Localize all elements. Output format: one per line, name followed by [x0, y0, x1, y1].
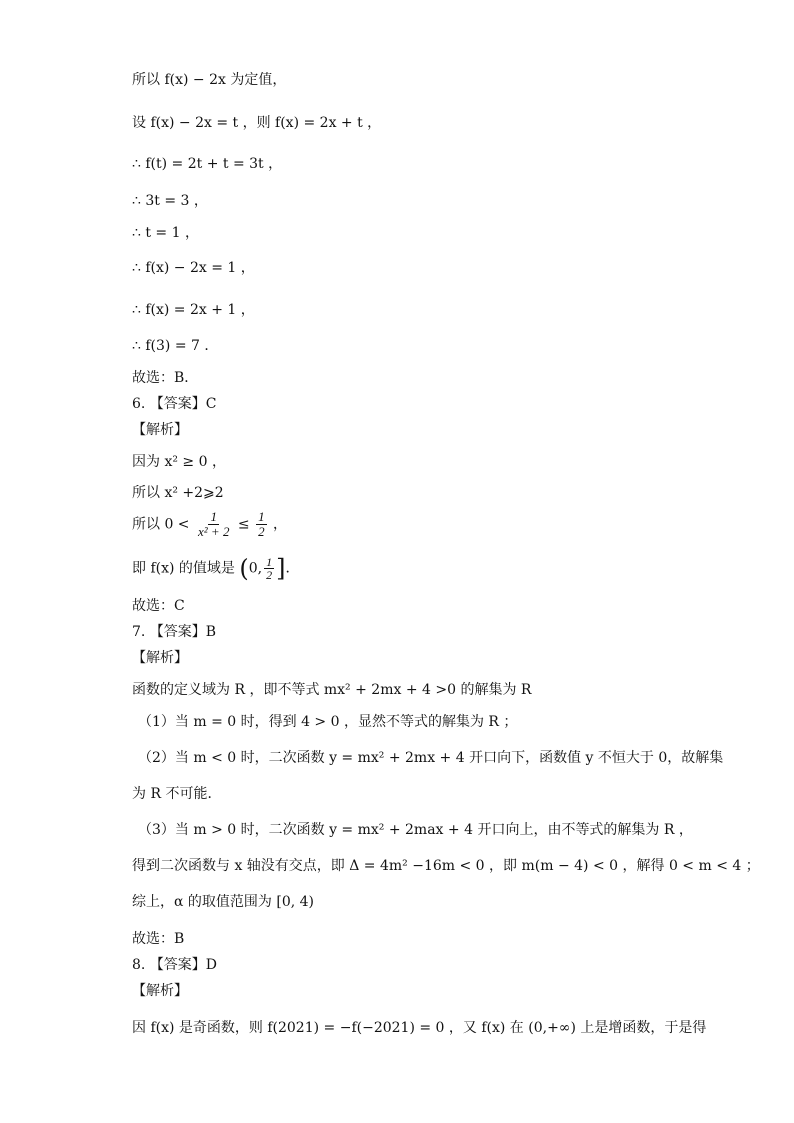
fraction-denominator: 2 [258, 524, 265, 539]
text-segment: 即 f(x) 的值域是 [132, 560, 235, 577]
open-paren: ( [239, 554, 249, 583]
range-line [132, 556, 299, 581]
text-segment: ． [285, 560, 300, 577]
text-line: 故选：B． [132, 370, 199, 386]
inequality-line [132, 510, 287, 539]
fraction-numerator: 1 [266, 555, 273, 569]
text-line: ∴ f(3) = 7 ． [132, 338, 219, 354]
text-line: 故选：C [132, 598, 185, 614]
fraction-numerator: 1 [258, 509, 265, 524]
text-line: 综上，α 的取值范围为 [0, 4) [132, 894, 314, 910]
text-line: 故选：B [132, 931, 185, 947]
analysis-heading: 【解析】 [132, 422, 188, 438]
text-segment: 所以 0 < [132, 516, 190, 533]
question-answer-heading: 7. 【答案】B [132, 624, 217, 640]
question-answer-heading: 6. 【答案】C [132, 396, 217, 412]
fraction-denominator: 2 [266, 568, 273, 582]
fraction [196, 510, 231, 539]
text-line: ∴ 3t = 3 ， [132, 193, 208, 209]
analysis-heading: 【解析】 [132, 650, 188, 666]
question-answer-heading: 8. 【答案】D [132, 957, 218, 973]
text-line: 设 f(x) − 2x = t ，则 f(x) = 2x + t ， [132, 115, 382, 131]
text-line: 因 f(x) 是奇函数，则 f(2021) = −f(−2021) = 0 ，又 f(x) 在 (0,+∞) 上是增函数，于是得 [132, 1020, 707, 1036]
fraction-numerator: 1 [210, 509, 217, 524]
text-line: ∴ f(x) − 2x = 1 ， [132, 260, 255, 276]
text-line: ∴ t = 1 ， [132, 225, 199, 241]
text-line: ∴ f(t) = 2t + t = 3t ， [132, 156, 283, 172]
fraction [264, 556, 274, 581]
close-bracket: ] [276, 554, 286, 583]
text-line: （2）当 m < 0 时，二次函数 y = mx² + 2mx + 4 开口向下，函数值 y 不恒大于 0，故解集 [138, 750, 724, 766]
fraction-denominator: x² + 2 [198, 524, 230, 539]
text-segment: 0, [248, 560, 263, 577]
text-line: ∴ f(x) = 2x + 1 ， [132, 302, 255, 318]
text-line: 因为 x² ≥ 0 ， [132, 454, 226, 470]
text-line: 所以 f(x) − 2x 为定值， [132, 72, 287, 88]
text-line: （1）当 m = 0 时，得到 4 > 0 ，显然不等式的解集为 R ； [138, 714, 518, 730]
text-line: 所以 x² +2⩾2 [132, 485, 224, 501]
text-line: 得到二次函数与 x 轴没有交点，即 Δ = 4m² −16m < 0 ，即 m(m − 4) < 0 ，解得 0 < m < 4 ； [132, 858, 760, 874]
text-segment: ， [273, 516, 288, 533]
text-segment: ≤ [237, 516, 250, 533]
fraction [256, 510, 267, 539]
analysis-heading: 【解析】 [132, 983, 188, 999]
text-line: 为 R 不可能． [132, 786, 222, 802]
text-line: 函数的定义域为 R ，即不等式 mx² + 2mx + 4 >0 的解集为 R [132, 682, 532, 698]
text-line: （3）当 m > 0 时，二次函数 y = mx² + 2max + 4 开口向上，由不等式的解集为 R ， [138, 822, 693, 838]
